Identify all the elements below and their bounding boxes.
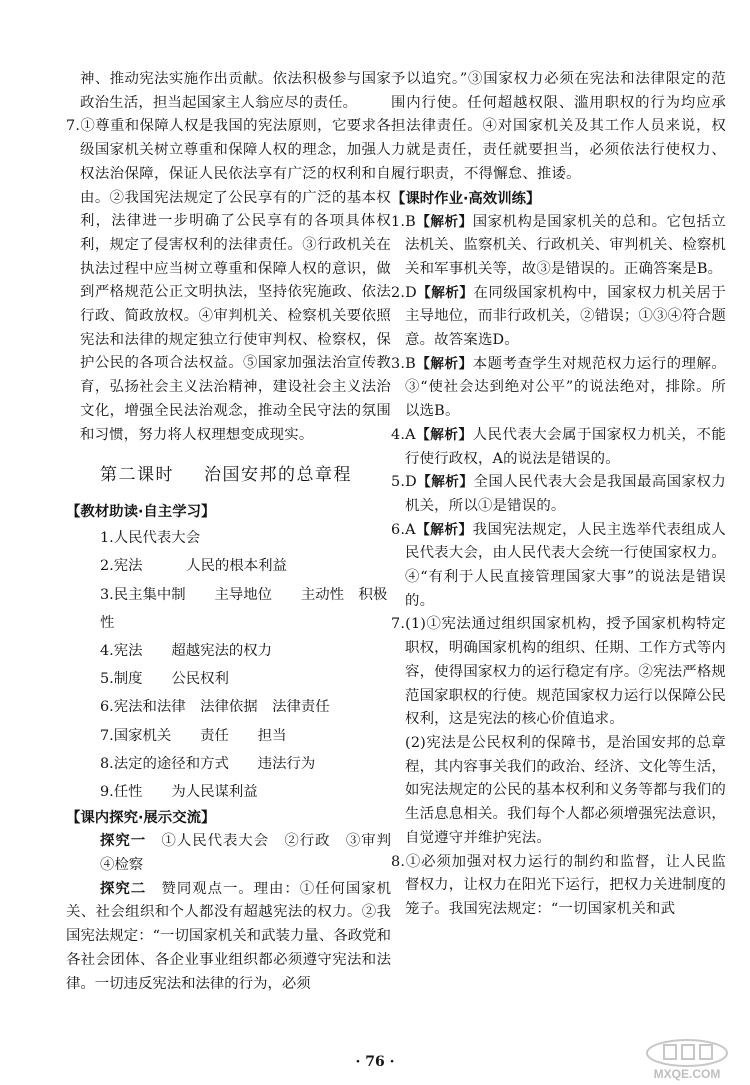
inquiry-2 (66, 878, 391, 997)
answer-item: 2.D【解析】在同级国家机构中，国家权力机关居于主导地位，而非行政机关，②错误；①③④符合题意。故答案选D。 (391, 284, 726, 349)
answer-item: 6.A【解析】我国宪法规定，人民主选举代表组成人民代表大会，由人民代表大会统一行使国家权力。④“有利于人民直接管理国家大事”的说法是错误的。 (391, 521, 726, 609)
section-heading-reading: 【教材助读·自主学习】 (66, 504, 216, 521)
inquiry-2-text: 赞同观点一。理由：①任何国家机关、社会组织和个人都没有超越宪法的权力。②我国宪法规定：“一切国家机关和武装力量、各政党和各社会团体、各企业事业组织都必须遵守宪法和法律。一切违反宪法和法律的行为，必须 (66, 880, 391, 992)
watermark-logo (628, 1037, 746, 1081)
inquiry-2-label: 探究二 (100, 880, 147, 897)
inquiry-1 (66, 830, 406, 877)
list-item: 9.任性 为人民谋利益 (100, 784, 258, 801)
answer-7-part-1: 7.(1)①宪法通过组织国家机构，授予国家机构特定职权，明确国家机构的组织、任期、工作方式等内容，使得国家权力的运行稳定有序。②宪法严格规范国家职权的行使。规范国家权力运行以保障公民权利，这是宪法的核心价值追求。 (391, 616, 726, 728)
answer-7-left: 7.①尊重和保障人权是我国的宪法原则，它要求各级国家机关树立尊重和保障人权的理念，加强人权法治保障，保证人民依法享有广泛的权利和自由。②我国宪法规定了公民享有的广泛的基本权利，法律进一步明确了公民享有的各项具体权利，规定了侵害权利的法律责任。③行政机关在执法过程中应当树立尊重和保障人权的意识，做到严格规范公正文明执法，坚持依宪施政、依法行政、简政放权。④审判机关、检察机关要依照宪法和法律的规定独立行使审判权、检察权，保护公民的各项合法权益。⑤国家加强法治宣传教育，弘扬社会主义法治精神，建设社会主义法治文化，增强全民法治观念，推动全民守法的氛围和习惯，努力将人权理想变成现实。 (66, 118, 391, 443)
list-item: 8.法定的途径和方式 违法行为 (100, 755, 316, 772)
lesson-title (100, 463, 391, 487)
svg-text:MXQE.COM: MXQE.COM (653, 1067, 721, 1081)
answer-item: 3.B【解析】本题考查学生对规范权力运行的理解。③“使社会达到绝对公平”的说法绝对，排除。所以选B。 (391, 355, 726, 420)
inquiry-1-label: 探究一 (100, 833, 147, 850)
right-continuation-text: 予以追究。”③国家权力必须在宪法和法律限定的范围内行使。任何超越权限、滥用职权的行为均应承担法律责任。④对国家机关及其工作人员来说，权力就是责任，责任就要担当，必须依法行使权力、履行职责，不得懈怠、推诿。 (391, 71, 726, 182)
section-heading-inquiry: 【课内探究·展示交流】 (66, 810, 216, 827)
answer-8: 8.①必须加强对权力运行的制约和监督，让人民监督权力，让权力在阳光下运行，把权力关进制度的笼子。我国宪法规定：“一切国家机关和武 (391, 853, 726, 917)
lesson-number: 第二课时 (100, 465, 174, 486)
list-item: 3.民主集中制 主导地位 主动性 积极性 (100, 586, 388, 631)
section-heading-homework: 【课时作业·高效训练】 (391, 190, 541, 207)
inquiry-1-text: ①人民代表大会 ②行政 ③审判 ④检察 (100, 833, 406, 873)
answer-item: 4.A【解析】人民代表大会属于国家权力机关，不能行使行政权，A的说法是错误的。 (391, 426, 726, 467)
answer-item: 1.B【解析】国家机构是国家机关的总和。它包括立法机关、监察机关、行政机关、审判机关、检察机关和军事机关等，故③是错误的。正确答案是B。 (391, 213, 726, 277)
page-number: · 76 · (355, 1054, 395, 1070)
lesson-name: 治国安邦的总章程 (204, 465, 352, 486)
answer-item: 5.D【解析】全国人民代表大会是我国最高国家权力机关，所以①是错误的。 (391, 474, 726, 514)
right-column (391, 68, 726, 922)
list-item: 6.宪法和法律 法律依据 法律责任 (100, 699, 330, 716)
list-item: 1.人民代表大会 (100, 530, 201, 547)
list-item: 5.制度 公民权利 (100, 671, 229, 688)
left-column (66, 68, 406, 996)
list-item: 7.国家机关 责任 担当 (100, 727, 287, 744)
answer-7-part-2: (2)宪法是公民权利的保障书，是治国安邦的总章程，其内容事关我们的政治、经济、文化等生活，如宪法规定的公民的基本权利和义务等都与我们的生活息息相关。我们每个人都必须增强宪法意识，自觉遵守并维护宪法。 (405, 734, 726, 846)
list-item: 4.宪法 超越宪法的权力 (100, 643, 273, 660)
left-continuation-text: 神、推动宪法实施作出贡献。依法积极参与国家政治生活，担当起国家主人翁应尽的责任。 (80, 71, 391, 111)
list-item: 2.宪法 人民的根本利益 (100, 558, 287, 575)
reading-answers-list (66, 524, 391, 806)
